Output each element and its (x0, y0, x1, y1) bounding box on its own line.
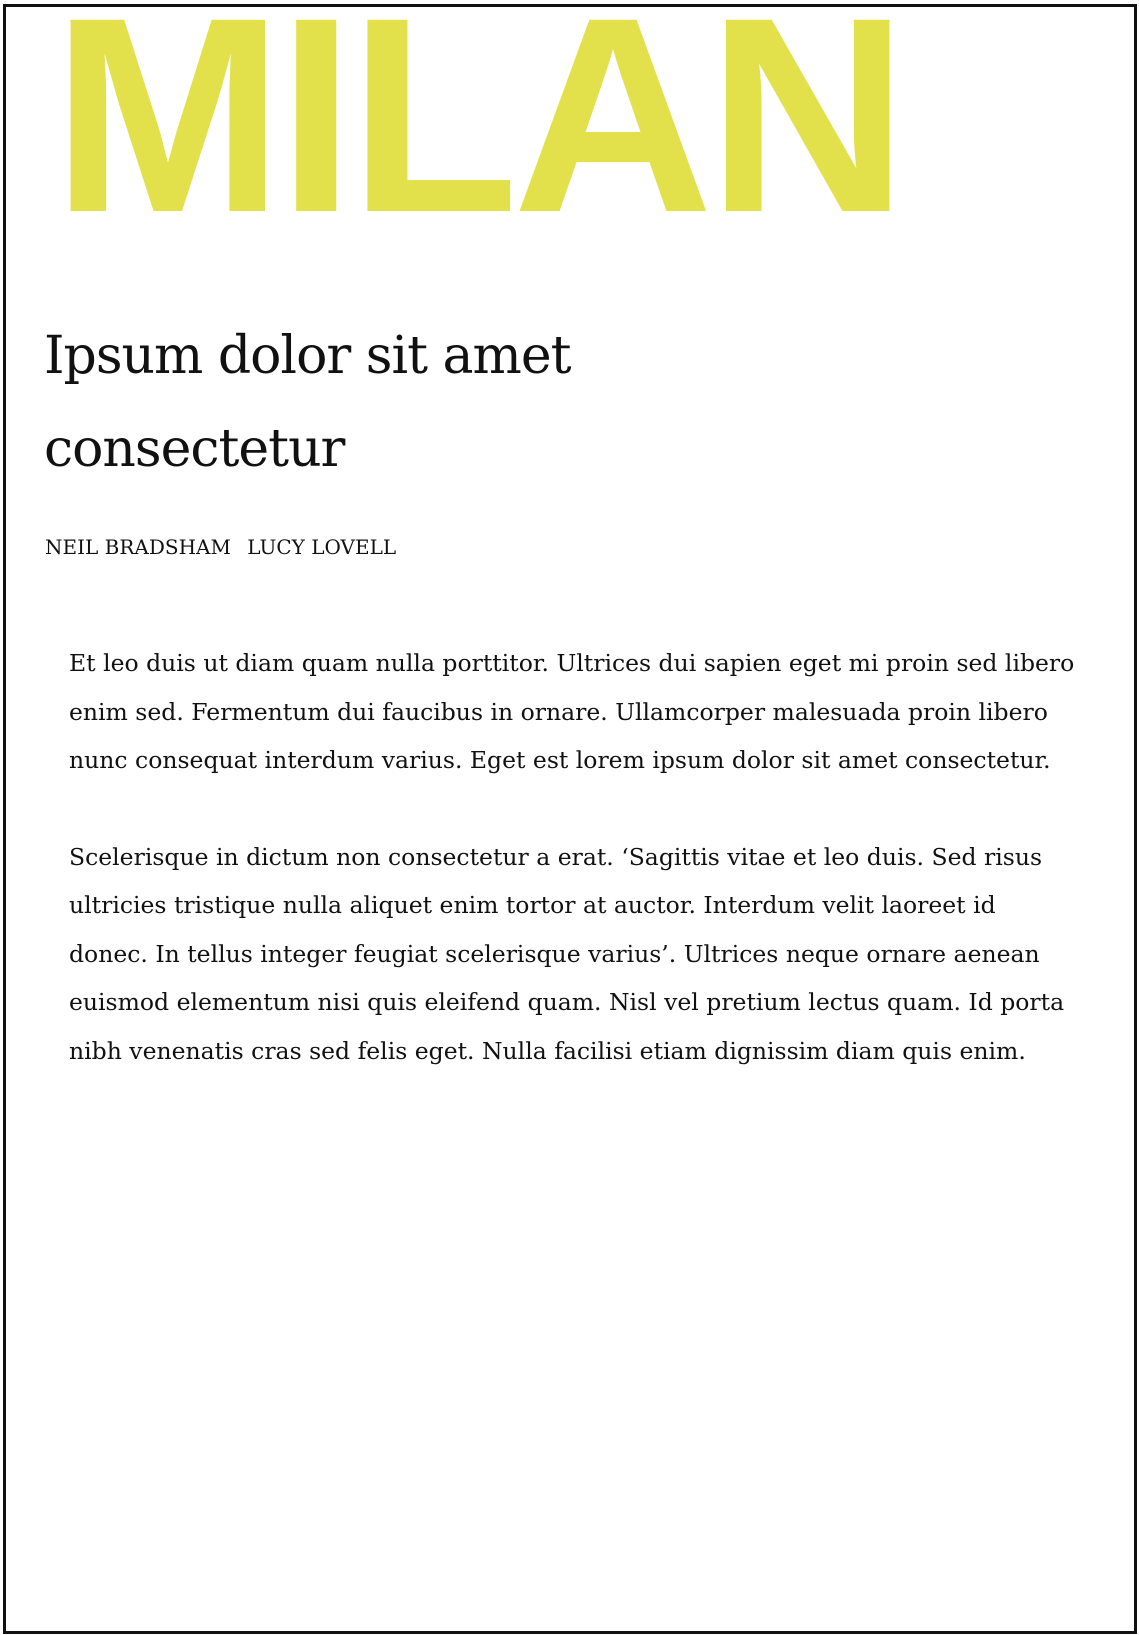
author-byline: LUCY LOVELL (247, 535, 397, 559)
article-body (69, 639, 1079, 1123)
author-bylines (45, 535, 396, 559)
masthead-title: MILAN (52, 4, 903, 270)
author-byline: NEIL BRADSHAM (45, 535, 231, 559)
body-paragraph: Scelerisque in dictum non consectetur a erat. ‘Sagittis vitae et leo duis. Sed risus ultricies tristique nulla aliquet enim tortor at auctor. Interdum velit laoreet id donec. In tellus integer feugiat scelerisque varius’. Ultrices neque ornare aenean euismod elementum nisi quis eleifend quam. Nisl vel pretium lectus quam. Id porta nibh venenatis cras sed felis eget. Nulla facilisi etiam dignissim diam quis enim. (69, 842, 1065, 1065)
body-paragraph: Et leo duis ut diam quam nulla porttitor. Ultrices dui sapien eget mi proin sed libero enim sed. Fermentum dui faucibus in ornare. Ullamcorper malesuada proin libero nunc consequat interdum varius. Eget est lorem ipsum dolor sit amet consectetur. (69, 649, 1075, 774)
article-headline: Ipsum dolor sit amet consectetur (44, 326, 571, 479)
document-page (3, 4, 1137, 1634)
